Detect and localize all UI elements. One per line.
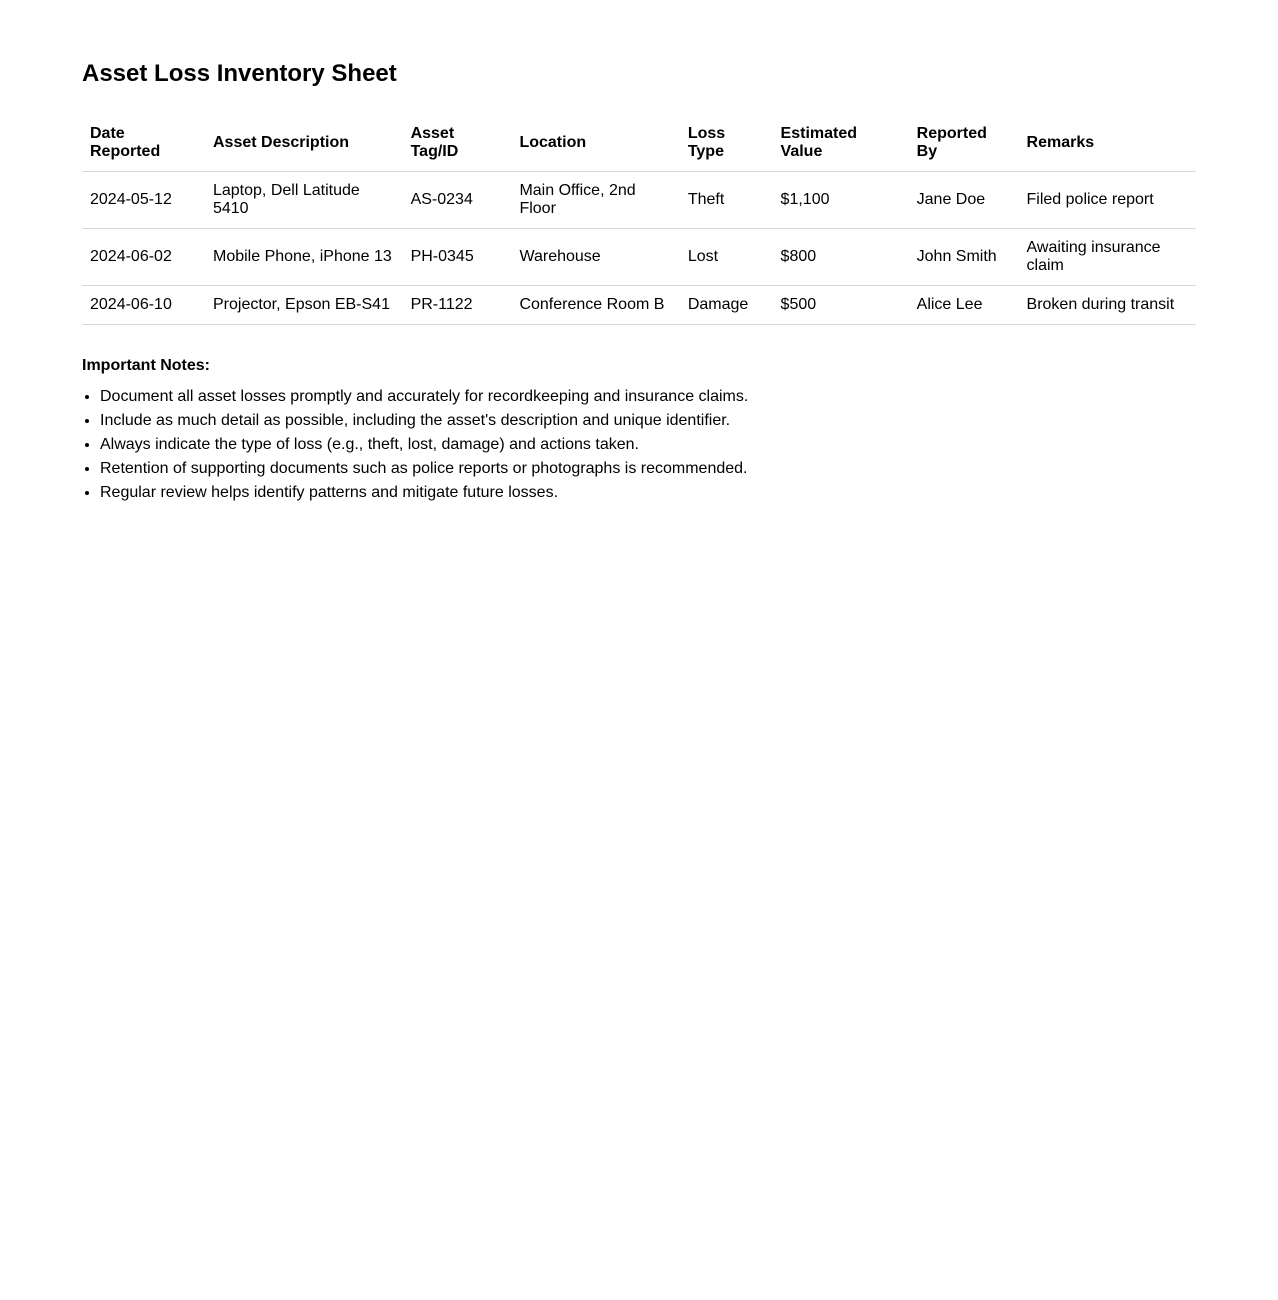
list-item: • Document all asset losses promptly and accurately for recordkeeping and insurance claims.	[100, 385, 1196, 409]
header-date-reported: Date Reported	[82, 117, 205, 172]
cell-reported-by: Jane Doe	[909, 172, 1019, 229]
table-row	[82, 172, 1196, 229]
cell-date-reported: 2024-06-02	[82, 229, 205, 286]
cell-asset-tag: AS-0234	[403, 172, 512, 229]
cell-estimated-value: $800	[773, 229, 909, 286]
important-notes-section	[82, 357, 1196, 505]
list-item: • Include as much detail as possible, including the asset's description and unique identifier.	[100, 409, 1196, 433]
list-item: • Retention of supporting documents such as police reports or photographs is recommended.	[100, 457, 1196, 481]
cell-asset-description: Laptop, Dell Latitude 5410	[205, 172, 403, 229]
page-title: Asset Loss Inventory Sheet	[82, 60, 397, 87]
header-reported-by: Reported By	[909, 117, 1019, 172]
cell-location: Warehouse	[511, 229, 679, 286]
header-row	[82, 117, 1196, 172]
document-page	[0, 0, 1278, 505]
cell-estimated-value: $1,100	[773, 172, 909, 229]
table-row	[82, 229, 1196, 286]
header-loss-type: Loss Type	[680, 117, 773, 172]
list-item: • Always indicate the type of loss (e.g., theft, lost, damage) and actions taken.	[100, 433, 1196, 457]
cell-location: Main Office, 2nd Floor	[511, 172, 679, 229]
table-row	[82, 286, 1196, 325]
header-asset-tag: Asset Tag/ID	[403, 117, 512, 172]
cell-date-reported: 2024-06-10	[82, 286, 205, 325]
asset-loss-table	[82, 117, 1196, 325]
notes-heading: Important Notes:	[82, 357, 210, 374]
table-header	[82, 117, 1196, 172]
cell-reported-by: Alice Lee	[909, 286, 1019, 325]
cell-remarks: Awaiting insurance claim	[1019, 229, 1196, 286]
header-location: Location	[511, 117, 679, 172]
header-asset-description: Asset Description	[205, 117, 403, 172]
list-item: • Regular review helps identify patterns and mitigate future losses.	[100, 481, 1196, 505]
cell-loss-type: Theft	[680, 172, 773, 229]
cell-loss-type: Lost	[680, 229, 773, 286]
header-estimated-value: Estimated Value	[773, 117, 909, 172]
cell-loss-type: Damage	[680, 286, 773, 325]
cell-remarks: Broken during transit	[1019, 286, 1196, 325]
cell-location: Conference Room B	[511, 286, 679, 325]
notes-list	[82, 385, 1196, 505]
cell-remarks: Filed police report	[1019, 172, 1196, 229]
header-remarks: Remarks	[1019, 117, 1196, 172]
cell-asset-description: Mobile Phone, iPhone 13	[205, 229, 403, 286]
table-body	[82, 172, 1196, 325]
cell-date-reported: 2024-05-12	[82, 172, 205, 229]
cell-asset-tag: PH-0345	[403, 229, 512, 286]
cell-asset-description: Projector, Epson EB-S41	[205, 286, 403, 325]
cell-estimated-value: $500	[773, 286, 909, 325]
cell-reported-by: John Smith	[909, 229, 1019, 286]
cell-asset-tag: PR-1122	[403, 286, 512, 325]
